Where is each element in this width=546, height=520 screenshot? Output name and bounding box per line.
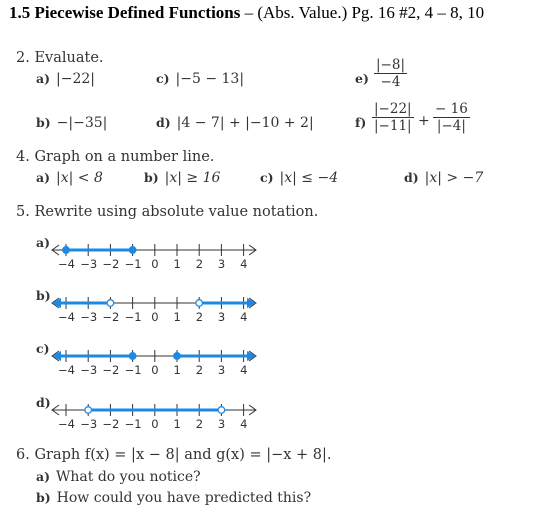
tick-label: −1	[124, 310, 142, 324]
endpoint-closed	[63, 247, 70, 254]
tick-label: −3	[80, 363, 98, 377]
q2-e-denominator: −4	[380, 74, 401, 90]
tick-label: −3	[80, 257, 98, 271]
q6-heading: 6. Graph f(x) = |x − 8| and g(x) = |−x + 8|.	[16, 447, 332, 463]
title-bold: 1.5 Piecewise Defined Functions	[9, 3, 241, 22]
endpoint-open	[218, 407, 225, 414]
q4-a	[36, 170, 103, 186]
q4-d-label: d)	[404, 170, 419, 185]
tick-label: 3	[217, 310, 226, 324]
q6-a-text: What do you notice?	[56, 469, 201, 485]
q4-d-expr: |x| > −7	[424, 170, 484, 186]
endpoint-open	[196, 300, 203, 307]
q2-a-expr: |−22|	[56, 71, 95, 87]
q4-heading: 4. Graph on a number line.	[16, 149, 215, 165]
q2-e-label: e)	[355, 71, 369, 86]
tick-label: 3	[217, 363, 226, 377]
q4-c-label: c)	[260, 170, 274, 185]
q2-f-label-wrap	[355, 115, 372, 131]
tick-label: 4	[240, 363, 248, 377]
q4-b-label: b)	[144, 170, 159, 185]
tick-label: 0	[151, 257, 159, 271]
tick-label: −4	[58, 363, 75, 377]
tick-label: 4	[240, 310, 248, 324]
tick-label: 2	[195, 363, 204, 377]
q2-f-fraction-2	[433, 101, 470, 134]
q2-e-label-wrap	[355, 71, 375, 87]
q2-c-expr: |−5 − 13|	[175, 71, 245, 87]
tick-label: 3	[217, 417, 226, 431]
tick-label: −3	[80, 310, 98, 324]
tick-label: 1	[173, 363, 181, 377]
q2-f-denominator-1: |−11|	[374, 118, 412, 134]
q2-b-expr: −|−35|	[56, 115, 108, 131]
q6-a-label: a)	[36, 469, 51, 484]
q2-d	[156, 115, 314, 131]
tick-label: 0	[151, 310, 159, 324]
q4-d	[404, 170, 483, 186]
endpoint-closed	[129, 353, 136, 360]
endpoint-open	[107, 300, 114, 307]
tick-label: −2	[102, 417, 120, 431]
tick-label: −1	[124, 363, 142, 377]
page-title	[9, 3, 484, 23]
endpoint-closed	[174, 353, 181, 360]
tick-label: −3	[80, 417, 98, 431]
q2-e-numerator: |−8|	[376, 57, 405, 73]
tick-label: −4	[58, 310, 75, 324]
q2-f-plus: +	[418, 113, 430, 129]
q6-b	[36, 490, 311, 506]
q4-a-label: a)	[36, 170, 51, 185]
tick-label: 0	[151, 363, 159, 377]
tick-label: 3	[217, 257, 226, 271]
q2-heading: 2. Evaluate.	[16, 50, 104, 66]
q4-c	[260, 170, 338, 186]
q5-line-0-label: a)	[36, 235, 51, 250]
q5-line-1-label: b)	[36, 288, 51, 303]
tick-label: −2	[102, 257, 120, 271]
tick-label: 2	[195, 310, 204, 324]
q2-f-denominator-2: |−4|	[436, 118, 466, 134]
q4-b	[144, 170, 220, 186]
tick-label: −2	[102, 310, 120, 324]
q5-heading: 5. Rewrite using absolute value notation.	[16, 204, 319, 220]
tick-label: −2	[102, 363, 120, 377]
q2-f-numerator-1: |−22|	[374, 101, 412, 117]
q4-c-expr: |x| ≤ −4	[279, 170, 339, 186]
tick-label: 0	[151, 417, 159, 431]
tick-label: −1	[124, 417, 142, 431]
endpoint-open	[85, 407, 92, 414]
tick-label: 2	[195, 257, 204, 271]
q4-b-expr: |x| ≥ 16	[164, 170, 221, 186]
q6-b-label: b)	[36, 490, 51, 505]
q2-c	[156, 71, 244, 87]
q2-a-label: a)	[36, 71, 51, 86]
q6-a	[36, 469, 201, 485]
q2-f-label: f)	[355, 115, 367, 130]
q2-f-numerator-2: − 16	[435, 101, 468, 117]
q5-line-3-label: d)	[36, 395, 51, 410]
q2-c-label: c)	[156, 71, 170, 86]
tick-label: 1	[173, 310, 181, 324]
q2-a	[36, 71, 95, 87]
endpoint-closed	[129, 247, 136, 254]
tick-label: −1	[124, 257, 142, 271]
q5-line-2-label: c)	[36, 341, 50, 356]
tick-label: 4	[240, 417, 248, 431]
q2-e-fraction	[374, 57, 407, 90]
tick-label: −4	[58, 417, 75, 431]
tick-label: 4	[240, 257, 248, 271]
title-rest: – (Abs. Value.) Pg. 16 #2, 4 – 8, 10	[240, 3, 485, 22]
q2-f-fraction-1	[372, 101, 414, 134]
q2-b	[36, 115, 107, 131]
q6-b-text: How could you have predicted this?	[56, 490, 312, 506]
tick-label: 2	[195, 417, 204, 431]
q2-d-label: d)	[156, 115, 171, 130]
tick-label: −4	[58, 257, 75, 271]
q2-b-label: b)	[36, 115, 51, 130]
tick-label: 1	[173, 417, 181, 431]
tick-label: 1	[173, 257, 181, 271]
q2-d-expr: |4 − 7| + |−10 + 2|	[176, 115, 314, 131]
q4-a-expr: |x| < 8	[56, 170, 103, 186]
